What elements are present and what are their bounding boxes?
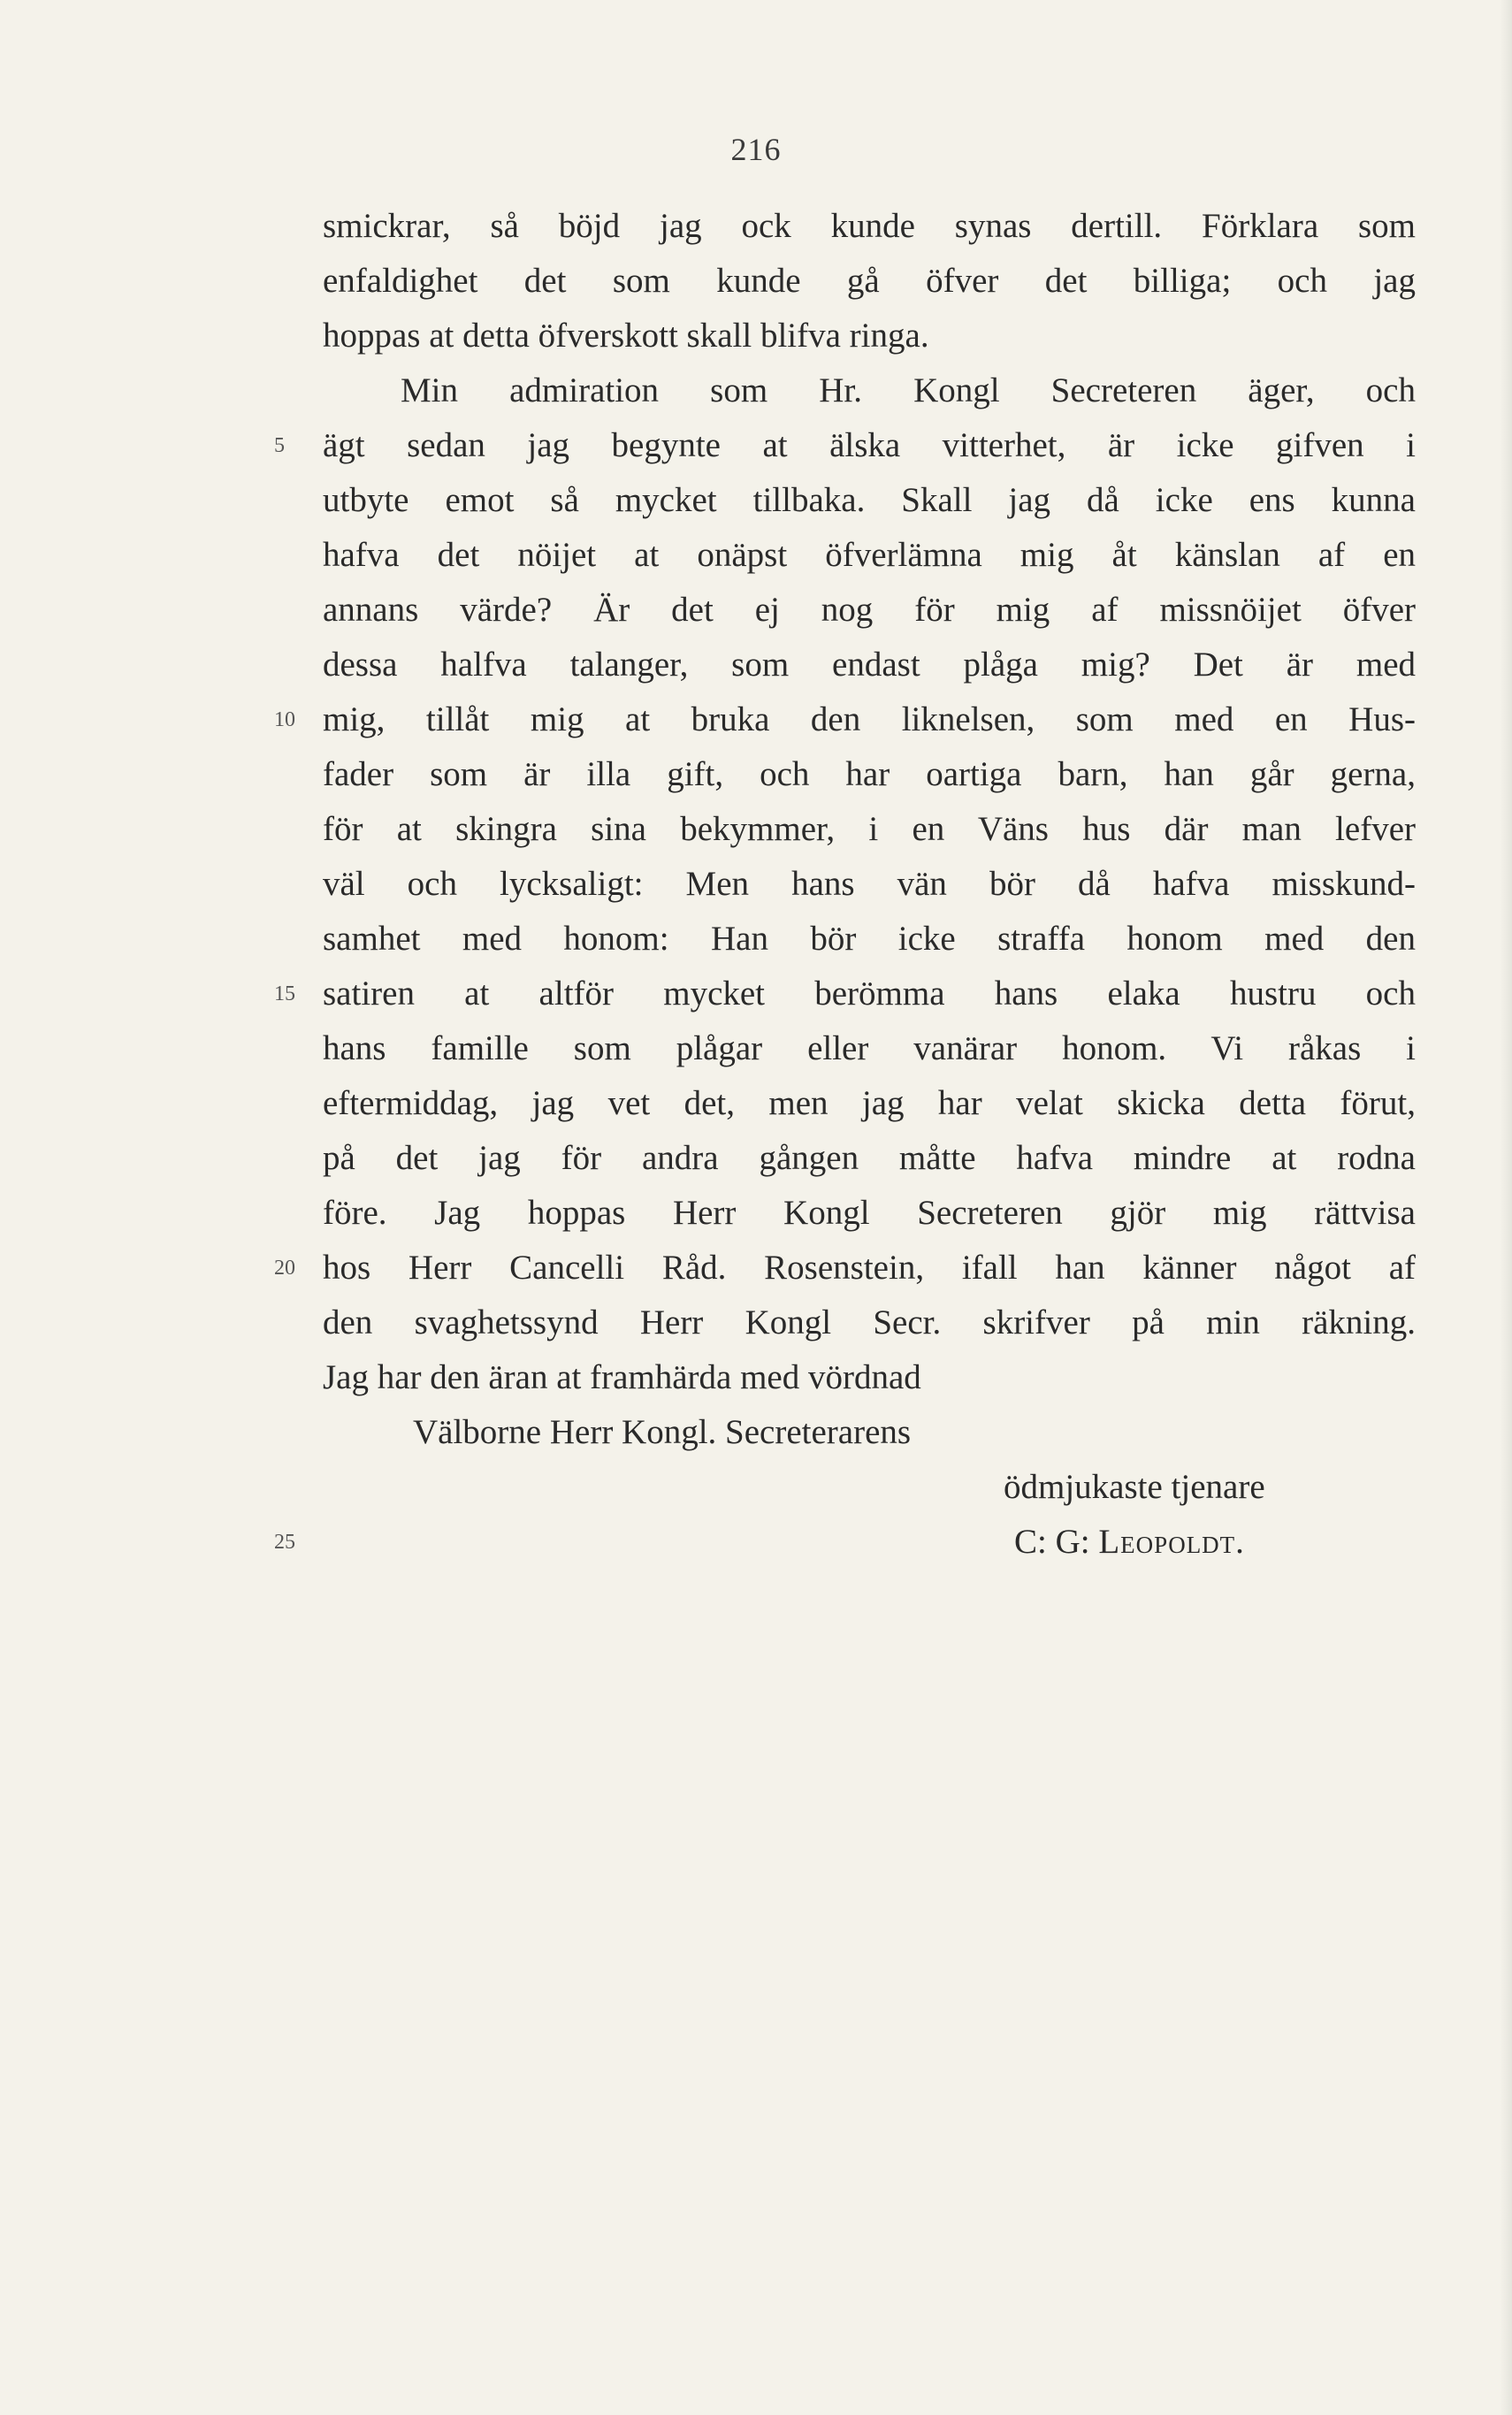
text-line-18: på det jag för andra gången måtte hafva mindre at rodna	[323, 1139, 1416, 1177]
page-edge-shadow	[1500, 0, 1512, 2415]
page-number: 216	[730, 132, 782, 167]
line-number-20: 20	[274, 1257, 295, 1280]
text-line-12: för at skingra sina bekymmer, i en Väns hus där man lefver	[323, 810, 1416, 848]
line-number-15: 15	[274, 982, 295, 1005]
text-line-19: före. Jag hoppas Herr Kongl Secreteren gjör mig rättvisa	[323, 1194, 1416, 1232]
text-line-1: smickrar, så böjd jag ock kunde synas dertill. Förklara som	[323, 207, 1416, 245]
signature-initials: C: G:	[1014, 1523, 1099, 1561]
line-number-10: 10	[274, 708, 295, 731]
text-line-10: mig, tillåt mig at bruka den liknelsen, som med en Hus-	[323, 700, 1416, 738]
text-line-4: Min admiration som Hr. Kongl Secreteren äger, och	[401, 371, 1416, 409]
text-line-2: enfaldighet det som kunde gå öfver det billiga; och jag	[323, 262, 1416, 300]
text-line-6: utbyte emot så mycket tillbaka. Skall jag då icke ens kunna	[323, 481, 1416, 519]
signature	[1014, 1521, 1245, 1563]
text-line-8: annans värde? Är det ej nog för mig af missnöijet öfver	[323, 591, 1416, 629]
text-line-3: hoppas at detta öfverskott skall blifva ringa.	[323, 317, 929, 355]
line-number-5: 5	[274, 434, 285, 457]
text-line-11: fader som är illa gift, och har oartiga barn, han går gerna,	[323, 755, 1416, 793]
text-line-20: hos Herr Cancelli Råd. Rosenstein, ifall han känner något af	[323, 1249, 1416, 1287]
text-line-7: hafva det nöijet at onäpst öfverlämna mig åt känslan af en	[323, 536, 1416, 574]
text-line-13: väl och lycksaligt: Men hans vän bör då hafva misskund-	[323, 865, 1416, 903]
closing-servant: ödmjukaste tjenare	[1004, 1468, 1265, 1506]
text-line-17: eftermiddag, jag vet det, men jag har velat skicka detta förut,	[323, 1084, 1416, 1122]
text-line-5: ägt sedan jag begynte at älska vitterhet, är icke gifven i	[323, 426, 1416, 464]
line-number-25: 25	[274, 1531, 295, 1554]
signature-name: Leopoldt.	[1098, 1523, 1245, 1561]
text-line-15: satiren at altför mycket berömma hans elaka hustru och	[323, 974, 1416, 1013]
text-line-9: dessa halfva talanger, som endast plåga mig? Det är med	[323, 646, 1416, 684]
text-line-22: Jag har den äran at framhärda med vördnad	[323, 1358, 921, 1396]
text-line-14: samhet med honom: Han bör icke straffa honom med den	[323, 920, 1416, 958]
closing-salutation: Välborne Herr Kongl. Secreterarens	[413, 1413, 912, 1451]
text-line-16: hans famille som plågar eller vanärar honom. Vi råkas i	[323, 1029, 1416, 1067]
text-line-21: den svaghetssynd Herr Kongl Secr. skrifver på min räkning.	[323, 1303, 1416, 1341]
